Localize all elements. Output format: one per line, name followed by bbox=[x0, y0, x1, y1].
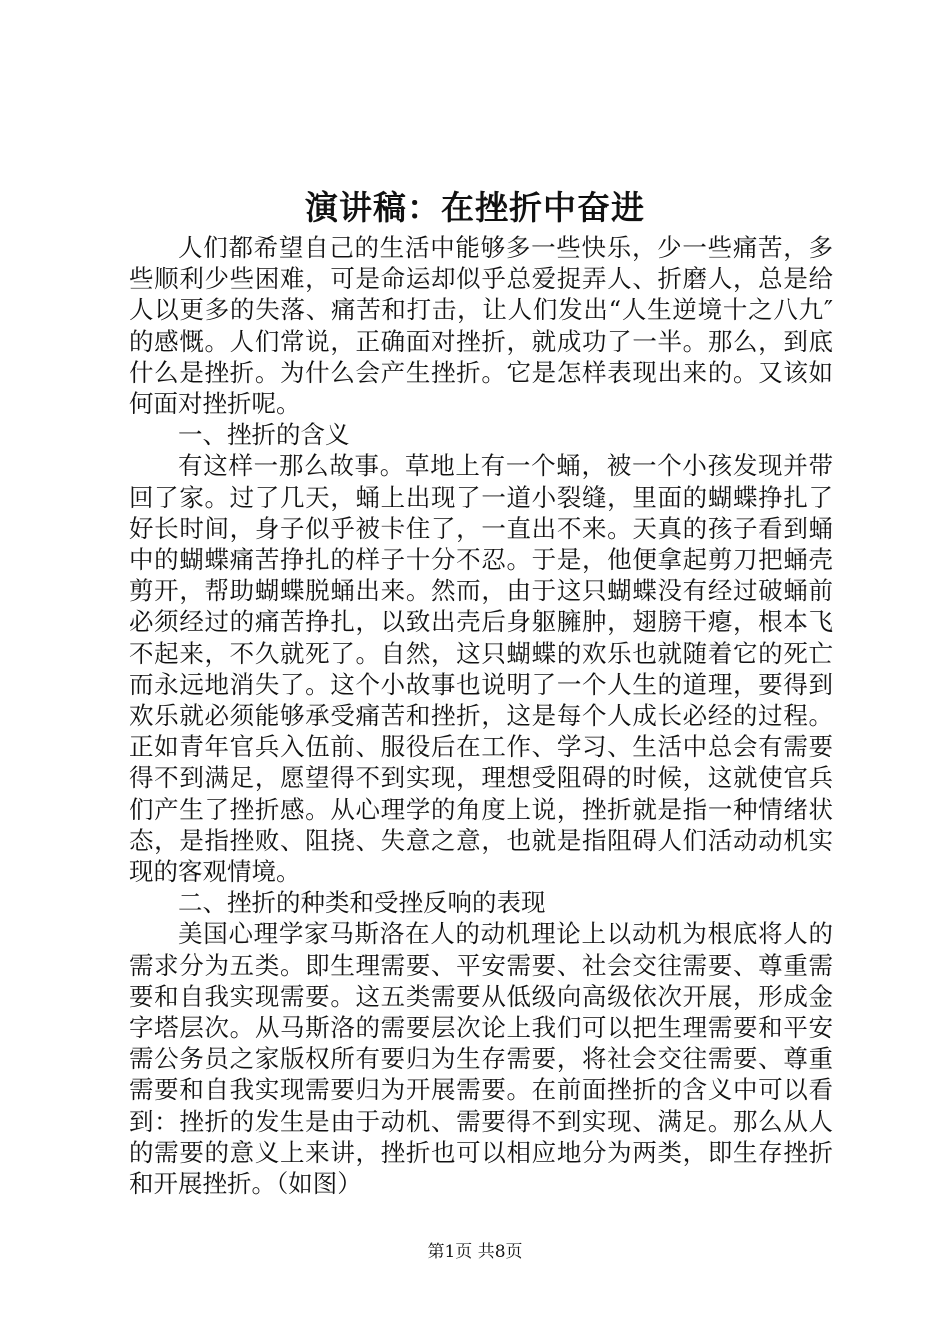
section-heading-2: 二、挫折的种类和受挫反响的表现 bbox=[178, 888, 546, 918]
section-heading-1: 一、挫折的含义 bbox=[178, 420, 350, 450]
paragraph-story: 有这样一那么故事。草地上有一个蛹，被一个小孩发现并带回了家。过了几天，蛹上出现了一道小裂缝，里面的蝴蝶挣扎了好长时间，身子似乎被卡住了，一直出不来。天真的孩子看到蛹中的蝴蝶痛苦挣扎的样子十分不忍。于是，他便拿起剪刀把蛹壳剪开，帮助蝴蝶脱蛹出来。然而，由于这只蝴蝶没有经过破蛹前必须经过的痛苦挣扎，以致出壳后身躯臃肿，翅膀干瘪，根本飞不起来，不久就死了。自然，这只蝴蝶的欢乐也就随着它的死亡而永远地消失了。这个小故事也说明了一个人生的道理，要得到欢乐就必须能够承受痛苦和挫折，这是每个人成长必经的过程。正如青年官兵入伍前、服役后在工作、学习、生活中总会有需要得不到满足，愿望得不到实现，理想受阻碍的时候，这就使官兵们产生了挫折感。从心理学的角度上说，挫折就是指一种情绪状态，是指挫败、阻挠、失意之意，也就是指阻碍人们活动动机实现的客观情境。 bbox=[129, 451, 833, 887]
page-footer: 第1页 共8页 bbox=[427, 1242, 523, 1262]
document-title: 演讲稿：在挫折中奋进 bbox=[305, 188, 645, 227]
paragraph-intro: 人们都希望自己的生活中能够多一些快乐，少一些痛苦，多些顺利少些困难，可是命运却似乎总爱捉弄人、折磨人，总是给人以更多的失落、痛苦和打击，让人们发出“人生逆境十之八九″的感慨。人们常说，正确面对挫折，就成功了一半。那么，到底什么是挫折。为什么会产生挫折。它是怎样表现出来的。又该如何面对挫折呢。 bbox=[129, 233, 833, 419]
paragraph-maslow: 美国心理学家马斯洛在人的动机理论上以动机为根底将人的需求分为五类。即生理需要、平安需要、社会交往需要、尊重需要和自我实现需要。这五类需要从低级向高级依次开展，形成金字塔层次。从马斯洛的需要层次论上我们可以把生理需要和平安需公务员之家版权所有要归为生存需要，将社会交往需要、尊重需要和自我实现需要归为开展需要。在前面挫折的含义中可以看到：挫折的发生是由于动机、需要得不到实现、满足。那么从人的需要的意义上来讲，挫折也可以相应地分为两类，即生存挫折和开展挫折。（如图） bbox=[129, 919, 833, 1199]
document-body bbox=[129, 232, 833, 1199]
